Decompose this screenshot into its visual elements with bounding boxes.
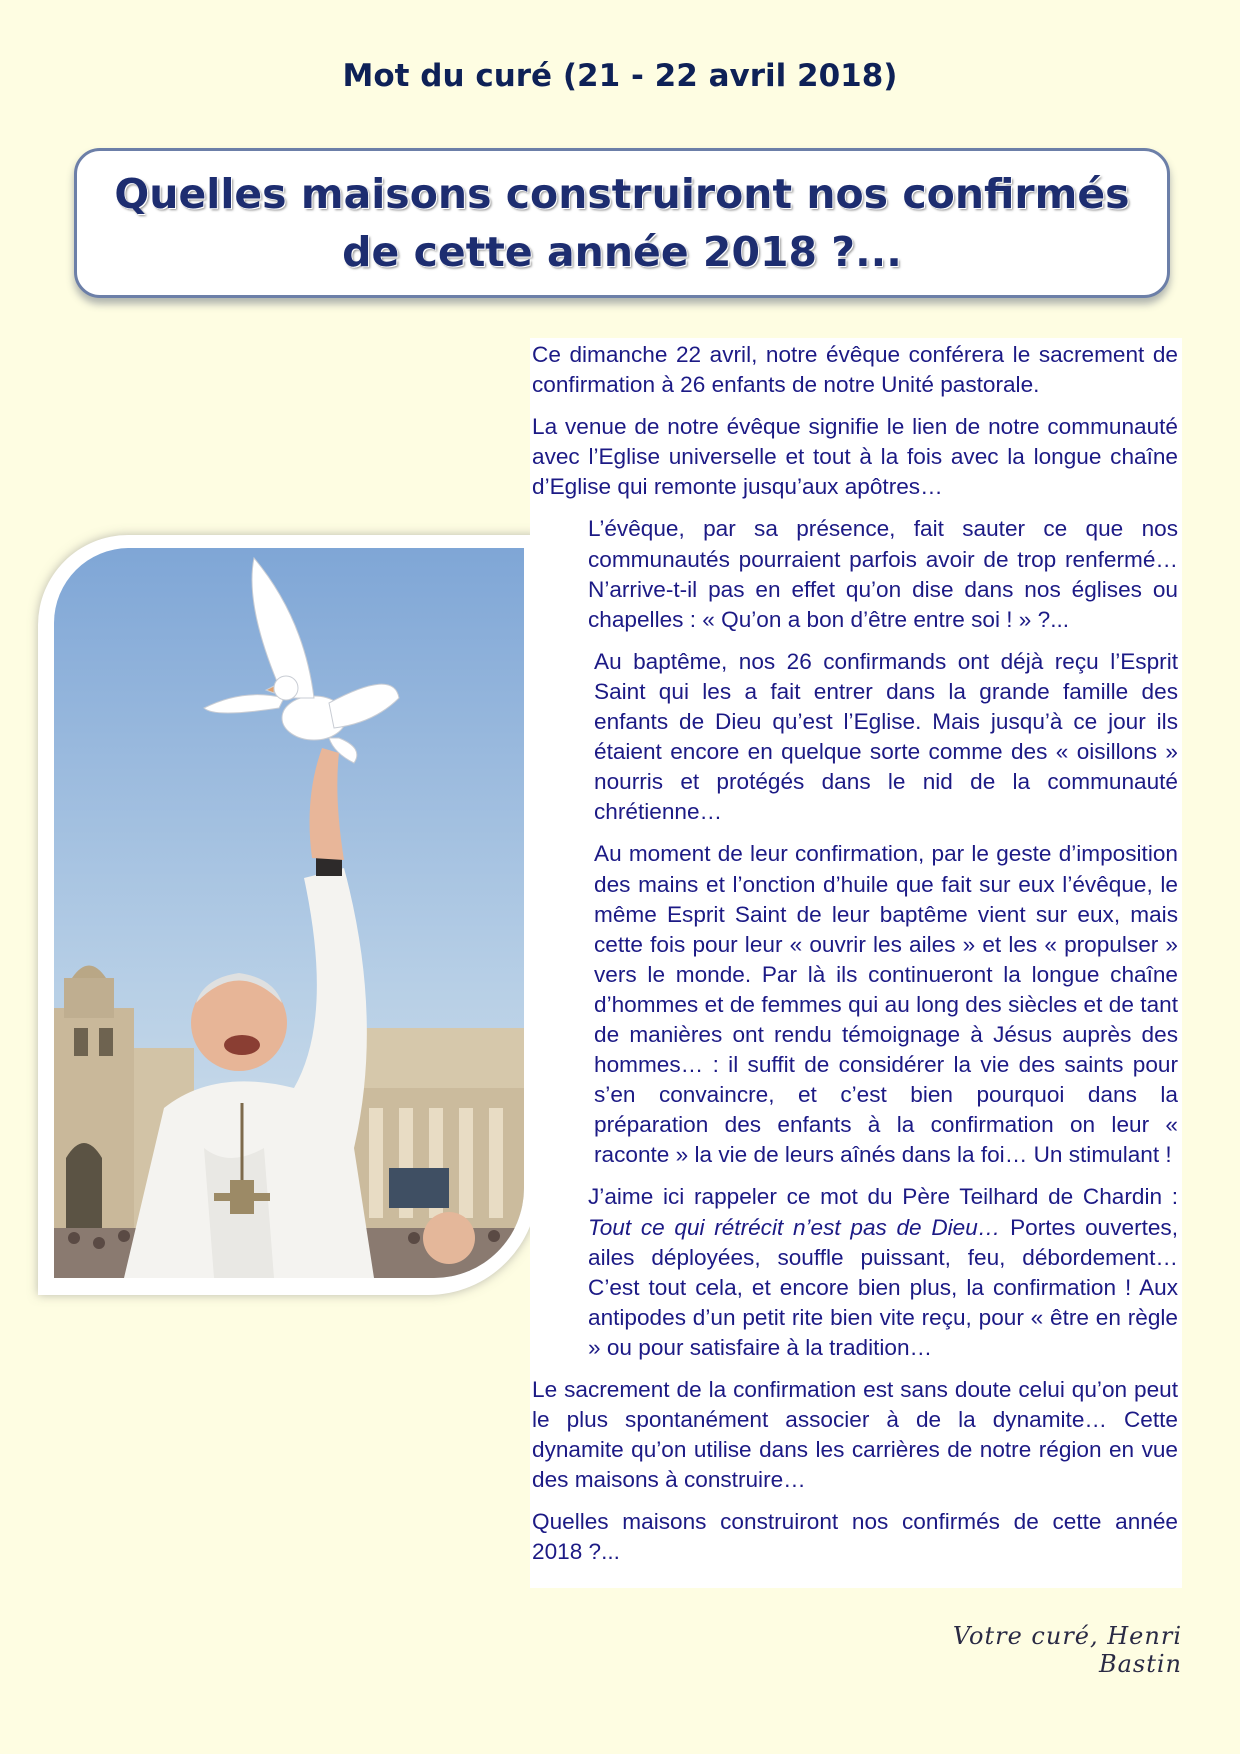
page-title: Mot du curé (21 - 22 avril 2018) <box>342 58 898 94</box>
teilhard-quote: Tout ce qui rétrécit n’est pas de Dieu… <box>588 1214 1001 1240</box>
colonnade <box>354 1028 524 1238</box>
quote-intro: J’aime ici rappeler ce mot du Père Teilhard de Chardin : <box>588 1184 1178 1210</box>
signature: Votre curé, Henri Bastin <box>952 1622 1182 1678</box>
paragraph: Quelles maisons construiront nos confirmés de cette année 2018 ?... <box>532 1509 1178 1565</box>
headline <box>102 165 1142 281</box>
paragraph: L’évêque, par sa présence, fait sauter ce que nos communautés pourraient parfois avoir de trop renfermé… N’arrive-t-il pas en effet qu’on dise dans nos églises ou chapelles : « Qu’on a bon d’être entre soi ! » ?... <box>588 516 1178 632</box>
paragraph: Au moment de leur confirmation, par le geste d’imposition des mains et l’onction d’huile que fait sur eux l’évêque, le même Esprit Saint de leur baptême vient sur eux, mais cette fois pour leur « ouvrir les ailes » et les « propulser » vers le monde. Par là ils continueront la longue chaîne d’hommes et de femmes qui au long des siècles et de tant de manières ont rendu témoignage à Jésus auprès des hommes… : il suffit de considérer la vie des saints pour s’en convaincre, et c’est bien pourquoi dans la préparation des enfants à la confirmation on leur « raconte » la vie de leurs aînés dans la foi… Un stimulant ! <box>594 841 1178 1168</box>
headline-line-2: de cette année 2018 ?... <box>342 228 902 276</box>
article-body <box>530 338 1182 1588</box>
bystander-face <box>423 1212 475 1264</box>
pope-with-dove-photo <box>54 548 524 1278</box>
paragraph: La venue de notre évêque signifie le lien de notre communauté avec l’Eglise universelle et tout à la fois avec la longue chaîne d’Eglise qui remonte jusqu’aux apôtres… <box>532 414 1178 500</box>
headline-box <box>74 148 1170 298</box>
paragraph: Ce dimanche 22 avril, notre évêque conférera le sacrement de confirmation à 26 enfants de notre Unité pastorale. <box>532 342 1178 398</box>
quote-continuation: Portes ouvertes, ailes déployées, souffle puissant, feu, débordement… C’est tout cela, et encore bien plus, la confirmation ! Aux antipodes d’un petit rite bien vite reçu, pour « être en règle » ou pour satisfaire à la tradition… <box>588 1214 1179 1360</box>
paragraph: Le sacrement de la confirmation est sans doute celui qu’on peut le plus spontanément associer à de la dynamite… Cette dynamite qu’on utilise dans les carrières de notre région en vue des maisons à construire… <box>532 1377 1178 1493</box>
paragraph-quote <box>532 1182 1178 1363</box>
paragraph: Au baptême, nos 26 confirmands ont déjà reçu l’Esprit Saint qui les a fait entrer dans la grande famille des enfants de Dieu qu’est l’Eglise. Mais jusqu’à ce jour ils étaient encore en quelque sorte comme des « oisillons » nourris et protégés dans le nid de la communauté chrétienne… <box>594 648 1178 825</box>
headline-line-1: Quelles maisons construiront nos confirmés <box>114 170 1130 218</box>
